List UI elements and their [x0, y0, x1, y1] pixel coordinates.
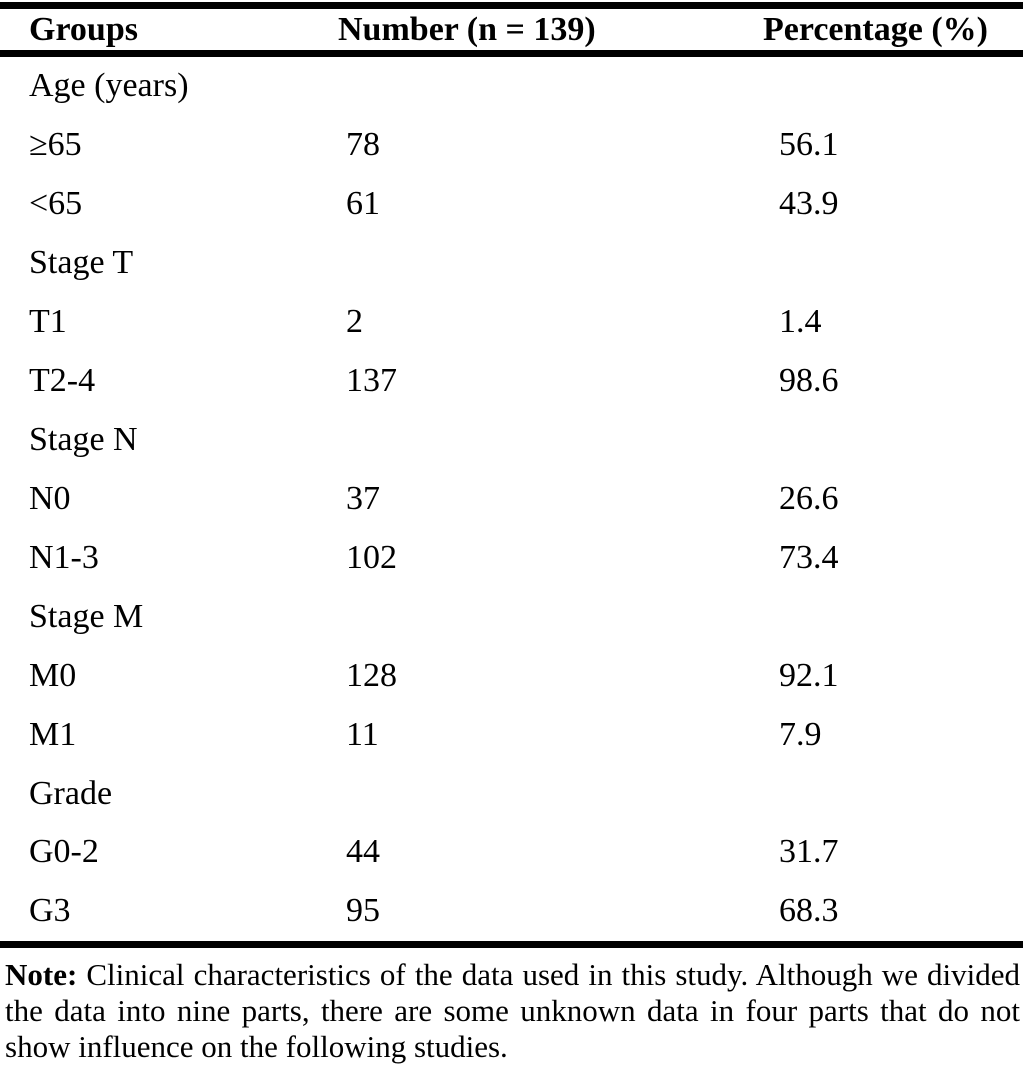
percentage-cell: 56.1 [779, 126, 839, 164]
column-header-number: Number (n = 139) [338, 10, 596, 48]
percentage-cell: 7.9 [779, 715, 822, 753]
group-cell: ≥65 [29, 126, 82, 164]
table-row [0, 175, 1023, 234]
group-cell: T2-4 [29, 362, 96, 400]
group-cell: Stage N [29, 420, 138, 458]
column-header-percentage: Percentage (%) [763, 10, 988, 48]
table-row [0, 823, 1023, 882]
table-top-rule [0, 2, 1023, 9]
group-cell: M0 [29, 656, 77, 694]
percentage-cell: 26.6 [779, 479, 839, 517]
percentage-cell: 73.4 [779, 538, 839, 576]
number-cell: 11 [346, 715, 379, 753]
column-header-groups: Groups [29, 10, 138, 48]
group-cell: Stage M [29, 597, 144, 635]
group-cell: Stage T [29, 244, 134, 282]
group-cell: T1 [29, 303, 67, 341]
number-cell: 137 [346, 362, 397, 400]
number-cell: 128 [346, 656, 397, 694]
table-row [0, 352, 1023, 411]
percentage-cell: 31.7 [779, 833, 839, 871]
table-row [0, 293, 1023, 352]
percentage-cell: 43.9 [779, 185, 839, 223]
number-cell: 61 [346, 185, 380, 223]
group-cell: G0-2 [29, 833, 99, 871]
percentage-cell: 1.4 [779, 303, 822, 341]
table-row [0, 587, 1023, 646]
table-note [0, 948, 1023, 1065]
percentage-cell: 92.1 [779, 656, 839, 694]
table-row [0, 57, 1023, 116]
note-text: Clinical characteristics of the data used in this study. Although we divided the data into nine parts, there are some unknown data in four parts that do not show influence on the following studies. [5, 956, 1021, 1064]
number-cell: 95 [346, 892, 380, 930]
table-header-row [0, 9, 1023, 50]
group-cell: Age (years) [29, 67, 189, 105]
number-cell: 37 [346, 479, 380, 517]
group-cell: <65 [29, 185, 83, 223]
table-row [0, 234, 1023, 293]
table-row [0, 528, 1023, 587]
table-row [0, 411, 1023, 470]
table-body [0, 57, 1023, 941]
number-cell: 44 [346, 833, 380, 871]
group-cell: G3 [29, 892, 71, 930]
table-row [0, 469, 1023, 528]
number-cell: 2 [346, 303, 363, 341]
table-header-rule [0, 50, 1023, 57]
table-bottom-rule [0, 941, 1023, 948]
table-row [0, 646, 1023, 705]
table-row [0, 764, 1023, 823]
group-cell: M1 [29, 715, 77, 753]
paper-table [0, 2, 1023, 1065]
percentage-cell: 98.6 [779, 362, 839, 400]
table-row [0, 882, 1023, 941]
group-cell: Grade [29, 774, 113, 812]
number-cell: 78 [346, 126, 380, 164]
percentage-cell: 68.3 [779, 892, 839, 930]
number-cell: 102 [346, 538, 397, 576]
note-label: Note: [5, 956, 78, 992]
group-cell: N1-3 [29, 538, 99, 576]
table-row [0, 705, 1023, 764]
group-cell: N0 [29, 479, 71, 517]
table-row [0, 116, 1023, 175]
